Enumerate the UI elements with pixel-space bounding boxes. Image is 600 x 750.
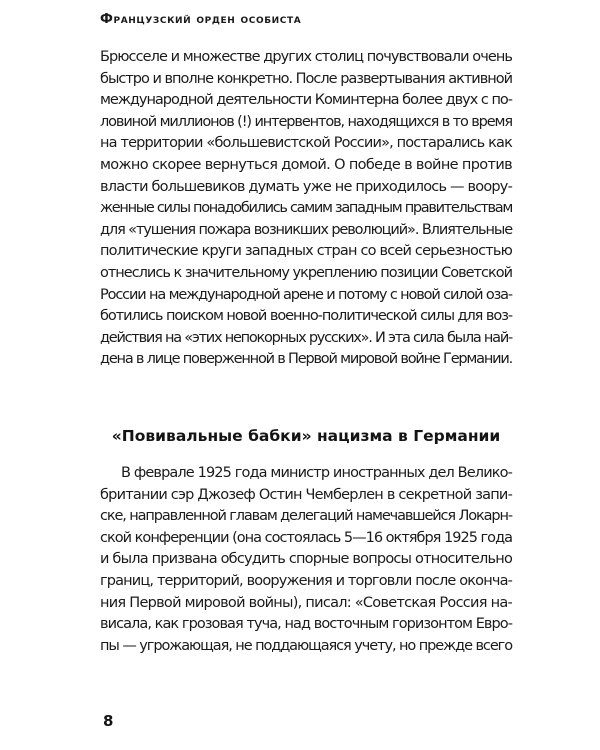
paragraph-continuation — [100, 47, 512, 371]
text-line: международной деятельности Коминтерна более двух с по- — [100, 92, 512, 109]
text-line: ловиной миллионов (!) интервентов, находящихся в то время — [100, 113, 512, 130]
text-line: для «тушения пожара возникших революций». Влиятельные — [100, 221, 513, 238]
text-line: России на международной арене и потому с новой силой оза- — [100, 286, 513, 303]
text-line: ния Первой мировой войны), писал: «Советская Россия на- — [100, 594, 512, 611]
text-line: отнеслись к значительному укреплению позиции Советской — [100, 264, 512, 281]
text-line: британии сэр Джозеф Остин Чемберлен в секретной запи- — [100, 486, 513, 503]
text-line: Брюсселе и множестве других столиц почувствовали очень — [100, 49, 512, 65]
text-line: быстро и вполне конкретно. После развертывания активной — [100, 70, 513, 87]
text-line: пы — угрожающая, не поддающаяся учету, но прежде всего — [100, 637, 513, 654]
text-line: на территории «большевистской России», постарались как — [100, 135, 513, 152]
section-heading: «Повивальные бабки» нацизма в Германии — [111, 427, 501, 445]
text-line: можно скорее вернуться домой. О победе в войне против — [100, 156, 512, 173]
text-line: власти большевиков думать уже не приходилось — воору- — [100, 178, 512, 195]
text-line: и была призвана обсудить спорные вопросы относительно — [100, 551, 513, 568]
text-line: висала, как грозовая туча, над восточным горизонтом Евро- — [100, 616, 513, 633]
page-number: 8 — [103, 712, 114, 730]
text-line: ске, направленной главам делегаций намечавшейся Локарн- — [100, 508, 512, 525]
text-line: дена в лице поверженной в Первой мировой войне Германии. — [100, 351, 512, 368]
paragraph — [100, 463, 512, 657]
text-line: политические круги западных стран со всей серьезностью — [100, 243, 513, 260]
running-head: Французский орден особиста — [100, 12, 302, 27]
text-line: границ, территорий, вооружения и торговли после оконча- — [100, 572, 512, 589]
text-line: действия на «этих непокорных русских». И эта сила была най- — [100, 329, 513, 346]
text-line: ботились поиском новой военно-политической силы для воз- — [100, 308, 513, 325]
text-line: женные силы понадобились самим западным правительствам — [100, 200, 512, 217]
text-line: ской конференции (она состоялась 5—16 октября 1925 года — [100, 529, 512, 546]
text-line-first: В феврале 1925 года министр иностранных дел Велико- — [121, 465, 512, 481]
